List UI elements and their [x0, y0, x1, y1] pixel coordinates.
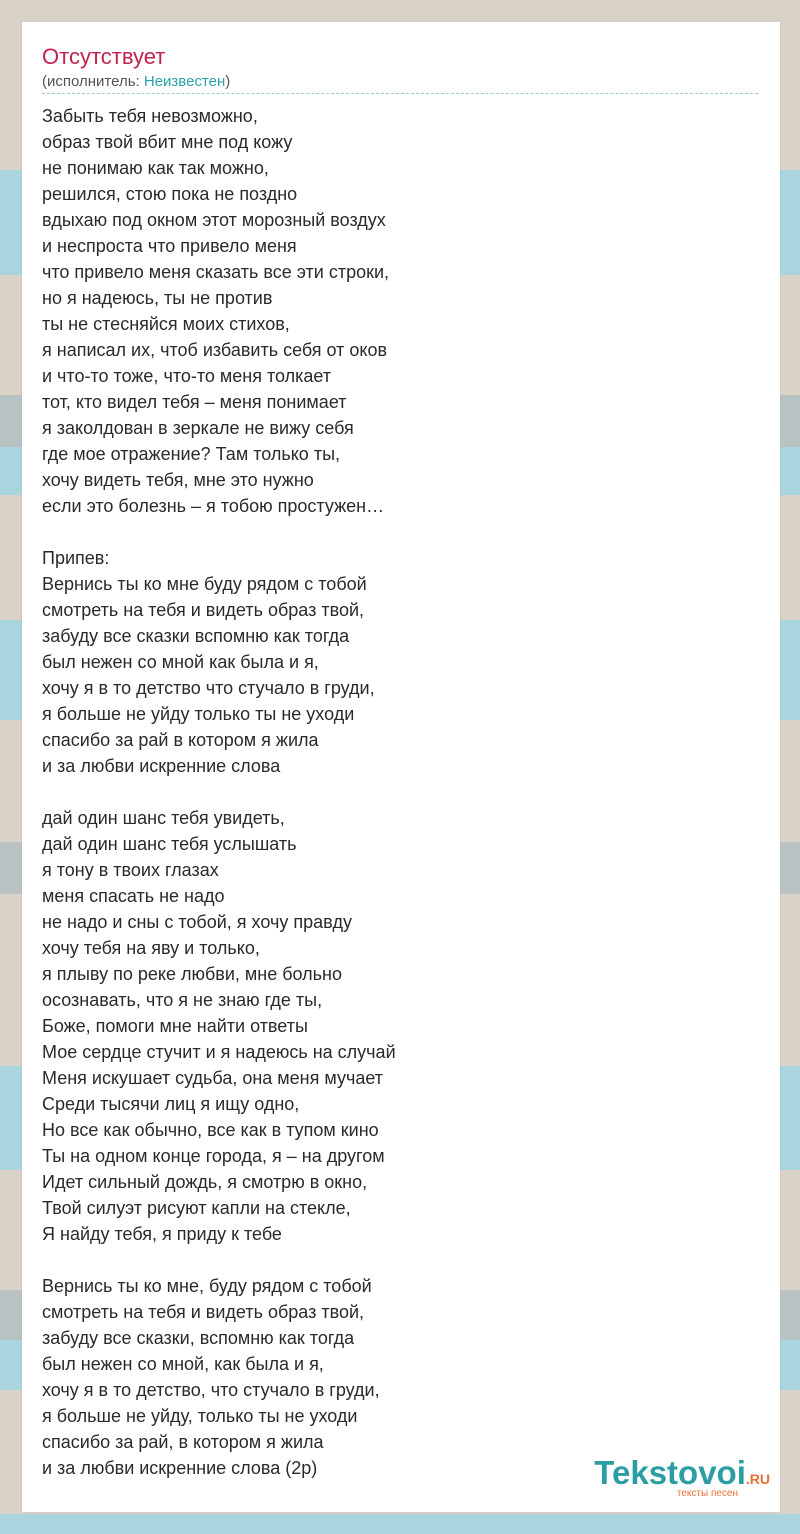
lyric-line: спасибо за рай в котором я жила — [42, 730, 319, 750]
lyric-line: я написал их, чтоб избавить себя от оков — [42, 340, 388, 360]
site-logo[interactable] — [570, 1456, 770, 1500]
lyric-line: Я найду тебя, я приду к тебе — [42, 1224, 282, 1244]
logo-name: Tekstovoi — [594, 1454, 746, 1491]
artist-suffix: ) — [225, 73, 231, 90]
lyric-line: смотреть на тебя и видеть образ твой, — [42, 600, 365, 620]
lyric-line: Забыть тебя невозможно, — [42, 106, 258, 126]
lyric-line: не надо и сны с тобой, я хочу правду — [42, 912, 352, 932]
lyric-line: Но все как обычно, все как в тупом кино — [42, 1120, 379, 1140]
lyric-line: меня спасать не надо — [42, 886, 225, 906]
lyric-line: вдыхаю под окном этот морозный воздух — [42, 210, 386, 230]
lyric-line: что привело меня сказать все эти строки, — [42, 262, 390, 282]
lyric-line: я больше не уйду, только ты не уходи — [42, 1406, 358, 1426]
lyric-line: и за любви искренние слова — [42, 756, 281, 776]
lyric-line: где мое отражение? Там только ты, — [42, 444, 341, 464]
song-title: Отсутствует — [42, 44, 166, 69]
lyric-line: Боже, помоги мне найти ответы — [42, 1016, 308, 1036]
lyric-line: я плыву по реке любви, мне больно — [42, 964, 342, 984]
lyric-line: тот, кто видел тебя – меня понимает — [42, 392, 347, 412]
lyric-line — [42, 519, 742, 545]
lyric-line: хочу я в то детство что стучало в груди, — [42, 678, 375, 698]
lyric-line: хочу видеть тебя, мне это нужно — [42, 470, 314, 490]
lyric-line: был нежен со мной как была и я, — [42, 652, 319, 672]
lyric-line: я тону в твоих глазах — [42, 860, 219, 880]
lyric-line: Мое сердце стучит и я надеюсь на случай — [42, 1042, 396, 1062]
lyric-line: забуду все сказки вспомню как тогда — [42, 626, 350, 646]
lyric-line: я заколдован в зеркале не вижу себя — [42, 418, 354, 438]
lyric-line: я больше не уйду только ты не уходи — [42, 704, 355, 724]
logo-tagline: тексты песен — [676, 1488, 738, 1499]
lyric-line — [42, 1247, 742, 1273]
lyric-line: осознавать, что я не знаю где ты, — [42, 990, 323, 1010]
lyric-line: образ твой вбит мне под кожу — [42, 132, 293, 152]
lyric-line: если это болезнь – я тобою простужен… — [42, 496, 385, 516]
lyrics-card — [22, 22, 780, 1512]
lyric-line: хочу тебя на яву и только, — [42, 938, 260, 958]
artist-prefix: (исполнитель: — [42, 73, 144, 90]
lyric-line: дай один шанс тебя увидеть, — [42, 808, 285, 828]
lyric-line: Среди тысячи лиц я ищу одно, — [42, 1094, 300, 1114]
lyric-line: Вернись ты ко мне буду рядом с тобой — [42, 574, 367, 594]
lyric-line: Припев: — [42, 548, 110, 568]
lyric-line: дай один шанс тебя услышать — [42, 834, 297, 854]
lyric-line: Меня искушает судьба, она меня мучает — [42, 1068, 383, 1088]
lyric-line: смотреть на тебя и видеть образ твой, — [42, 1302, 365, 1322]
lyric-line: Вернись ты ко мне, буду рядом с тобой — [42, 1276, 372, 1296]
header-divider — [42, 93, 758, 94]
lyric-line: и неспроста что привело меня — [42, 236, 297, 256]
lyric-line: но я надеюсь, ты не против — [42, 288, 273, 308]
lyric-line: Твой силуэт рисуют капли на стекле, — [42, 1198, 351, 1218]
lyric-line: не понимаю как так можно, — [42, 158, 269, 178]
lyric-line: Идет сильный дождь, я смотрю в окно, — [42, 1172, 368, 1192]
artist-line — [42, 73, 230, 91]
lyric-line: Ты на одном конце города, я – на другом — [42, 1146, 385, 1166]
lyrics-text — [42, 103, 742, 1481]
lyric-line: был нежен со мной, как была и я, — [42, 1354, 324, 1374]
lyric-line: и что-то тоже, что-то меня толкает — [42, 366, 332, 386]
lyric-line — [42, 779, 742, 805]
lyric-line: и за любви искренние слова (2р) — [42, 1458, 318, 1478]
lyric-line: решился, стою пока не поздно — [42, 184, 298, 204]
lyric-line: спасибо за рай, в котором я жила — [42, 1432, 324, 1452]
lyric-line: ты не стесняйся моих стихов, — [42, 314, 290, 334]
logo-tld: .RU — [745, 1471, 770, 1487]
lyric-line: забуду все сказки, вспомню как тогда — [42, 1328, 355, 1348]
artist-link[interactable]: Неизвестен — [143, 73, 226, 90]
lyric-line: хочу я в то детство, что стучало в груди, — [42, 1380, 380, 1400]
